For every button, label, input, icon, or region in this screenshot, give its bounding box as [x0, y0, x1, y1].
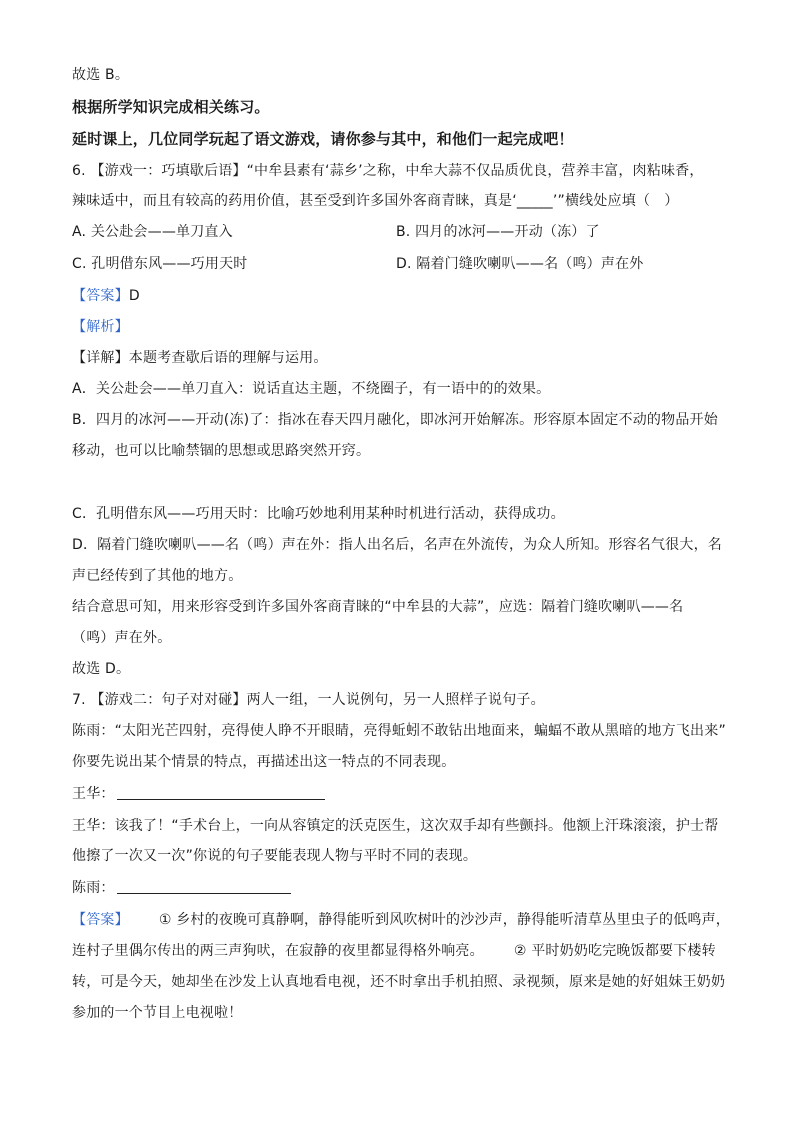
answer-label: 【答案】 [72, 288, 129, 304]
speaker-label: 陈雨： [72, 880, 115, 896]
option-a: A. 关公赴会——单刀直入 [72, 224, 233, 240]
detail-line: D．隔着门缝吹喇叭——名（鸣）声在外：指人出名后，名声在外流传，为众人所知。形容名气很大，名 [72, 537, 722, 553]
answer-6 [72, 286, 732, 306]
question-7-answer-line-2 [72, 878, 732, 898]
text-line: 故选 B。 [72, 67, 130, 83]
detail-line: 移动，也可以比喻禁锢的思想或思路突然开窍。 [72, 443, 371, 459]
question-6-line2: 辣味适中，而且有较高的药用价值，甚至受到许多国外客商青睐，真是‘_____’”横线处应填（ ） [72, 193, 679, 209]
answer-text: ① 乡村的夜晚可真静啊，静得能听到风吹树叶的沙沙声，静得能听清草丛里虫子的低鸣声， [158, 912, 731, 928]
question-7-line3: 你要先说出某个情景的特点，再描述出这一特点的不同表现。 [72, 754, 456, 770]
option-row-cd [72, 254, 732, 274]
answer-value: D [128, 288, 140, 304]
answer-7-line4: 参加的一个节目上电视啦！ [72, 1005, 243, 1021]
detail-line: 【详解】本题考查歇后语的理解与运用。 [72, 350, 328, 366]
answer-7-line1 [72, 910, 732, 930]
detail-line: 结合意思可知，用来形容受到许多国外客商青睐的“中牟县的大蒜”，应选：隔着门缝吹喇叭——名 [72, 599, 684, 615]
section-intro: 延时课上，几位同学玩起了语文游戏，请你参与其中，和他们一起完成吧！ [72, 130, 574, 148]
analysis-label: 【解析】 [72, 319, 129, 335]
answer-label: 【答案】 [72, 912, 129, 928]
option-row-ab [72, 222, 732, 242]
answer-7-line2 [72, 941, 732, 961]
answer-text: ② 平时奶奶吃完晚饭都要下楼转 [513, 943, 716, 959]
option-c: C. 孔明借东风——巧用天时 [72, 256, 248, 272]
question-7-line2: 陈雨：“太阳光芒四射，亮得使人睁不开眼睛，亮得蚯蚓不敢钻出地面来，蝙蝠不敢从黑暗的地方飞出来” [72, 723, 726, 739]
answer-blank[interactable] [117, 785, 325, 800]
section-heading: 根据所学知识完成相关练习。 [72, 98, 270, 116]
question-7-answer-line-1 [72, 784, 732, 804]
answer-7-line3: 转，可是今天，她却坐在沙发上认真地看电视，还不时拿出手机拍照、录视频，原来是她的好姐妹王奶奶 [72, 974, 726, 990]
answer-text: 连村子里偶尔传出的两三声狗吠，在寂静的夜里都显得格外响亮。 [72, 943, 484, 959]
detail-line: A．关公赴会——单刀直入：说话直达主题，不绕圈子，有一语中的的效果。 [72, 381, 551, 397]
detail-line: C．孔明借东风——巧用天时：比喻巧妙地利用某种时机进行活动，获得成功。 [72, 506, 565, 522]
detail-line: （鸣）声在外。 [72, 630, 172, 646]
answer-blank[interactable] [117, 879, 291, 894]
detail-line: 故选 D。 [72, 661, 131, 677]
speaker-label: 王华： [72, 786, 115, 802]
detail-line: B．四月的冰河——开动(冻)了：指冰在春天四月融化，即冰河开始解冻。形容原本固定不动的物品开始 [72, 412, 718, 428]
option-d: D. 隔着门缝吹喇叭——名（鸣）声在外 [396, 256, 644, 272]
question-7-line5: 王华：该我了！“手术台上，一向从容镇定的沃克医生，这次双手却有些颤抖。他额上汗珠滚滚，护士帮 [72, 818, 719, 834]
question-6-line1: 6. 【游戏一：巧填歇后语】“中牟县素有‘蒜乡’之称，中牟大蒜不仅品质优良，营养丰富，肉粘味香， [72, 163, 704, 179]
option-b: B. 四月的冰河——开动（冻）了 [396, 224, 600, 240]
detail-line: 声已经传到了其他的地方。 [72, 568, 243, 584]
question-7-line6: 他擦了一次又一次”你说的句子要能表现人物与平时不同的表现。 [72, 848, 478, 864]
question-7-line1: 7. 【游戏二：句子对对碰】两人一组，一人说例句，另一人照样子说句子。 [72, 692, 545, 708]
